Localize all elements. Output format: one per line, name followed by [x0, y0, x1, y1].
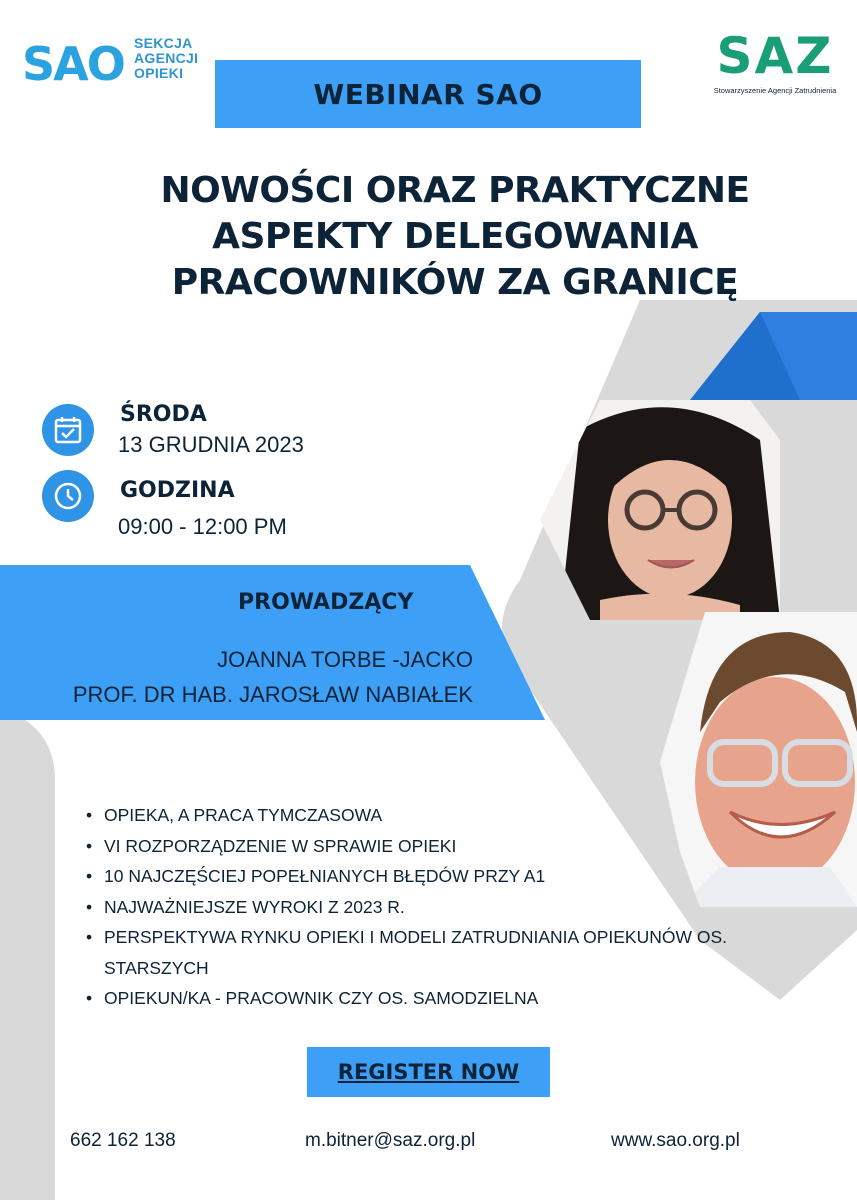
contact-phone: 662 162 138	[70, 1130, 176, 1151]
sao-logo-text: SEKCJA AGENCJI OPIEKI	[134, 35, 199, 81]
saz-logo	[705, 27, 845, 100]
saz-logo-mark: SAZ	[716, 27, 834, 85]
time-value: 09:00 - 12:00 PM	[118, 514, 287, 539]
list-item: • NAJWAŻNIEJSZE WYROKI Z 2023 R.	[82, 892, 782, 923]
webinar-banner: WEBINAR SAO	[215, 60, 641, 128]
list-item: • VI ROZPORZĄDZENIE W SPRAWIE OPIEKI	[82, 831, 782, 862]
date-value: 13 GRUDNIA 2023	[118, 432, 304, 457]
presenter-photo-woman	[540, 400, 780, 620]
time-label: GODZINA	[120, 478, 235, 503]
presenter-name: PROF. DR HAB. JAROSŁAW NABIAŁEK	[72, 682, 473, 707]
sao-logo	[22, 36, 212, 96]
list-item: • OPIEKUN/KA - PRACOWNIK CZY OS. SAMODZIELNA	[82, 983, 782, 1014]
calendar-check-icon	[42, 404, 94, 456]
gray-left-strip	[0, 720, 55, 1200]
list-item: • 10 NAJCZĘŚCIEJ POPEŁNIANYCH BŁĘDÓW PRZY A1	[82, 861, 782, 892]
clock-icon	[42, 470, 94, 522]
contact-email[interactable]: m.bitner@saz.org.pl	[305, 1130, 476, 1151]
page-title: NOWOŚCI ORAZ PRAKTYCZNE ASPEKTY DELEGOWANIA PRACOWNIKÓW ZA GRANICĘ	[160, 170, 750, 303]
sao-logo-mark: SAO	[22, 37, 124, 91]
presenter-name: JOANNA TORBE -JACKO	[217, 647, 473, 672]
list-item: • OPIEKA, A PRACA TYMCZASOWA	[82, 800, 782, 831]
saz-logo-subtitle: Stowarzyszenie Agencji Zatrudnienia	[713, 86, 837, 95]
date-label: ŚRODA	[120, 402, 207, 427]
list-item: • PERSPEKTYWA RYNKU OPIEKI I MODELI ZATRUDNIANIA OPIEKUNÓW OS. STARSZYCH	[82, 922, 764, 983]
topics-list	[82, 800, 782, 1014]
contact-website[interactable]: www.sao.org.pl	[611, 1130, 740, 1151]
register-now-button[interactable]: REGISTER NOW	[307, 1047, 550, 1097]
presenters-label: PROWADZĄCY	[238, 590, 414, 615]
